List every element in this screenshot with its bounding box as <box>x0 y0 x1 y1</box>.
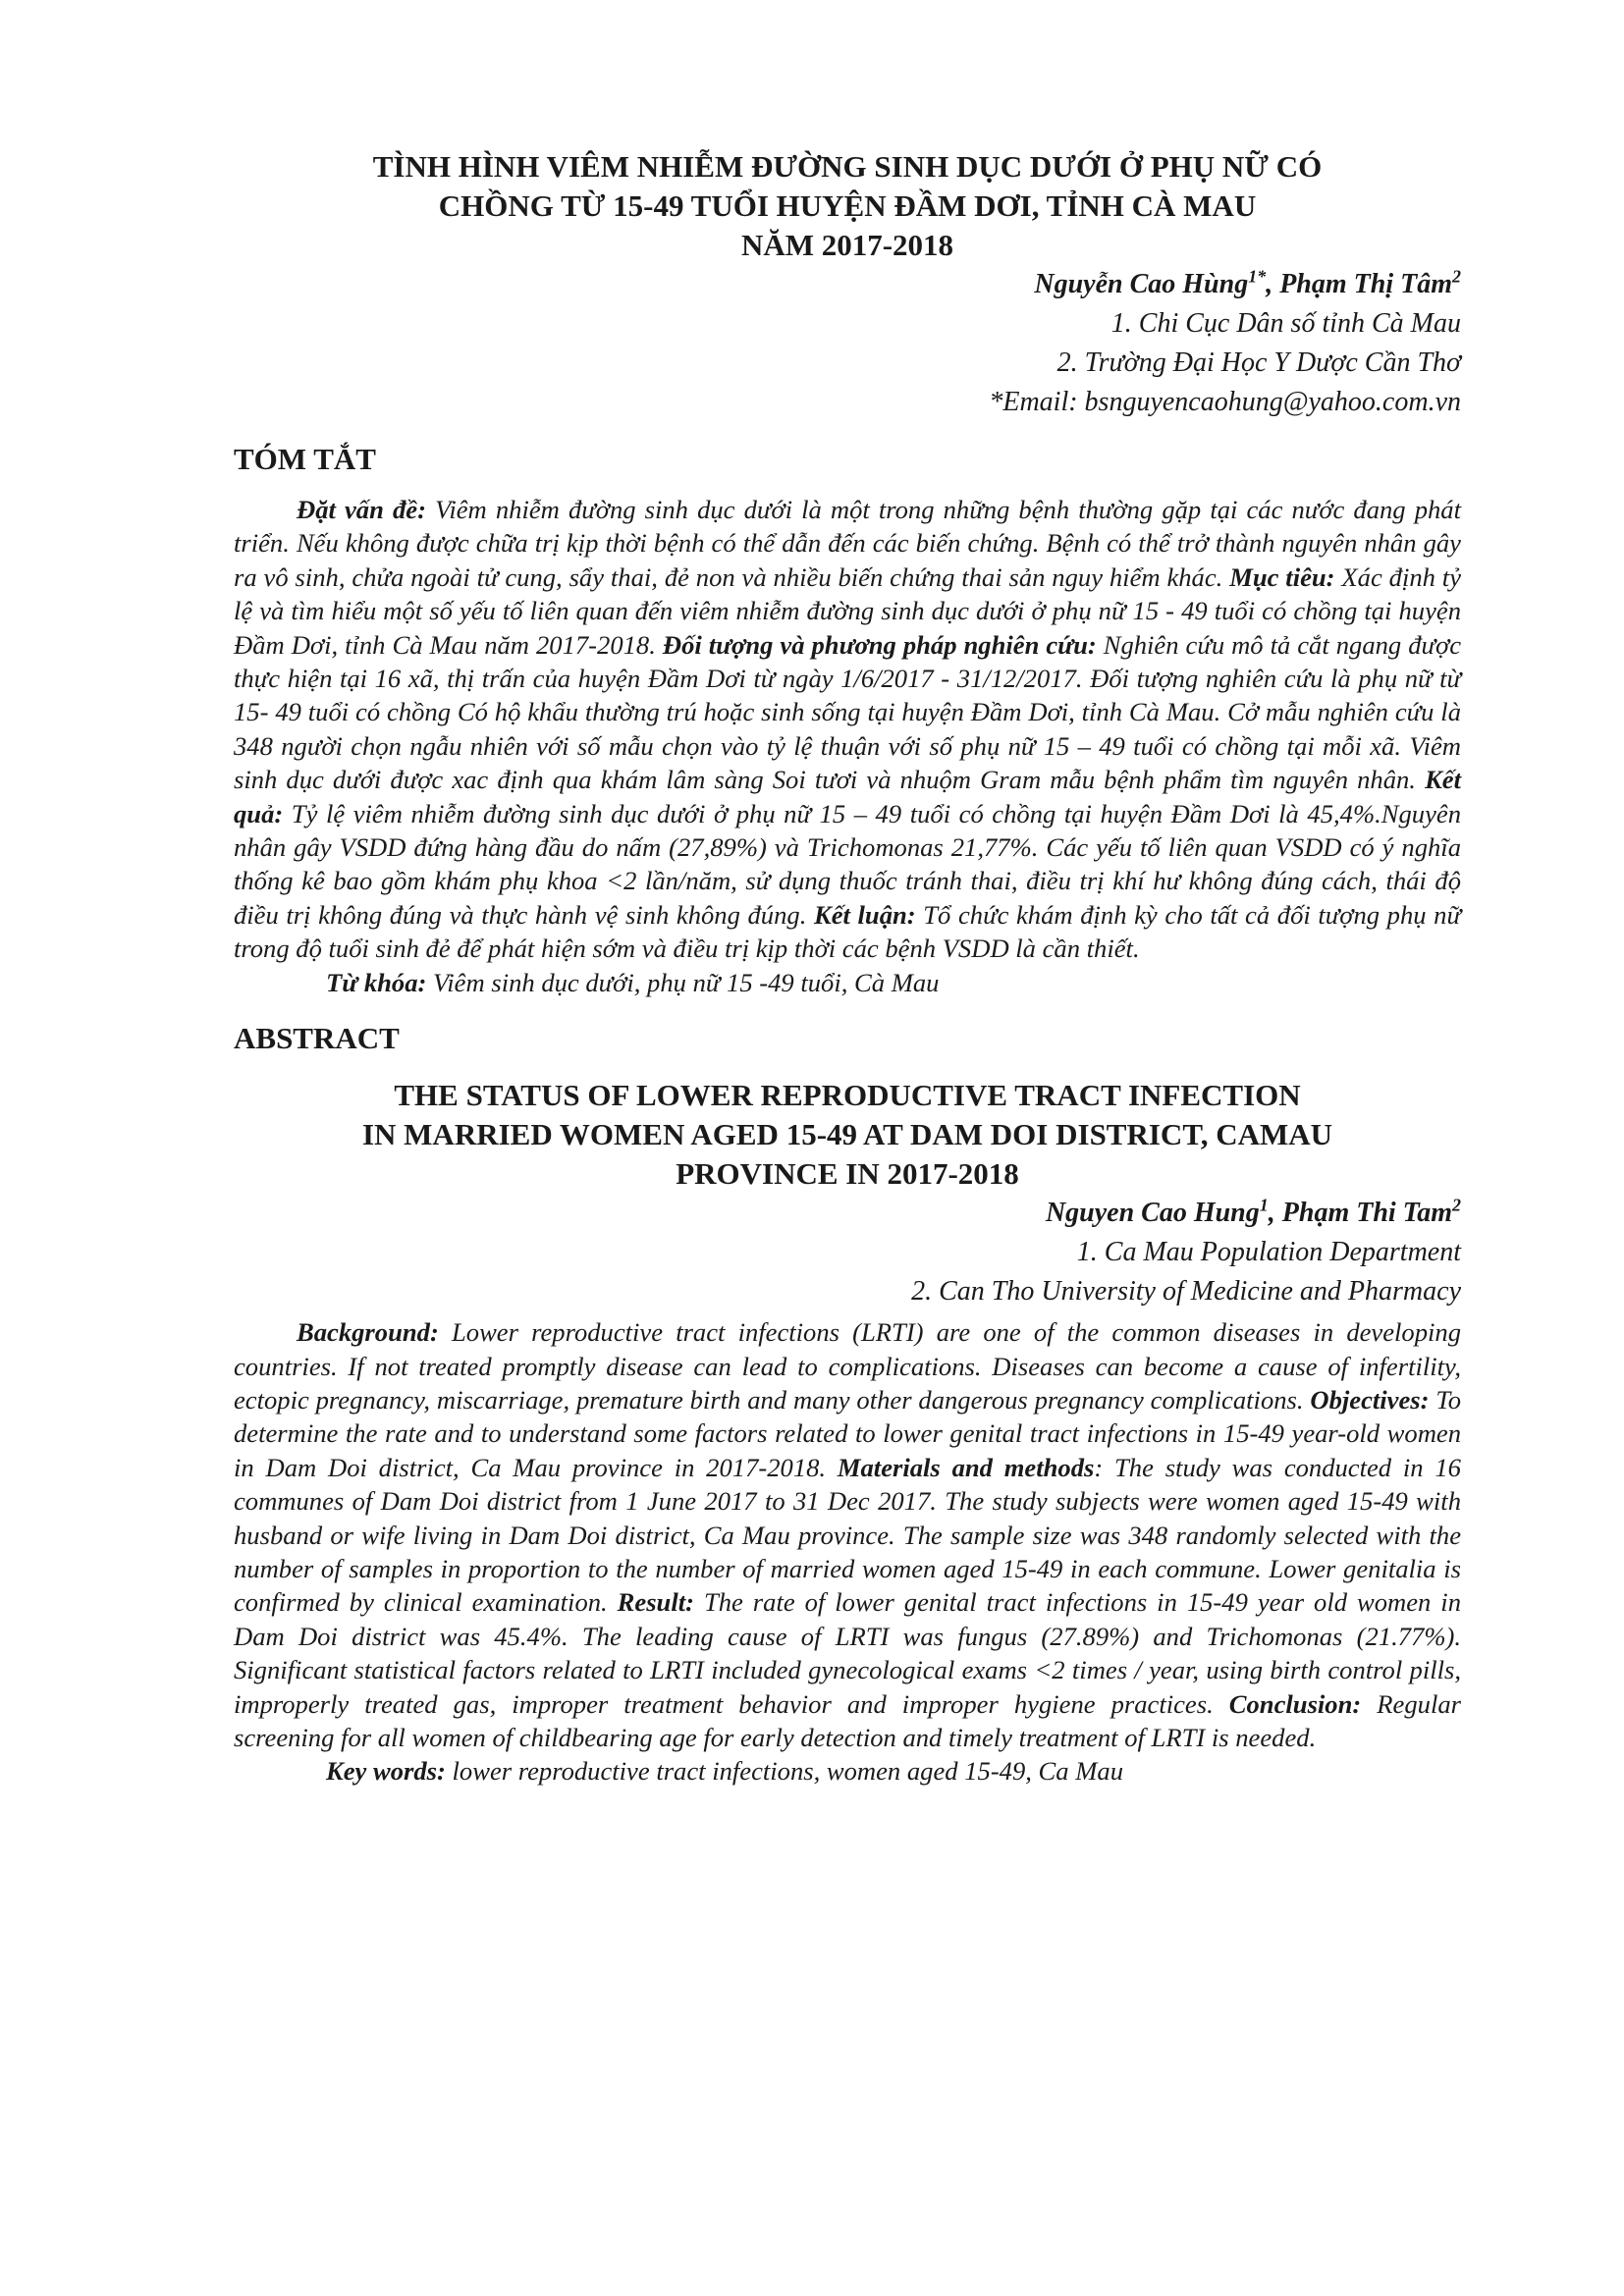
en-background-label: Background: <box>297 1317 439 1348</box>
vi-email: *Email: bsnguyencaohung@yahoo.com.vn <box>989 387 1461 417</box>
vi-author-names <box>234 265 1461 304</box>
vi-methods-label: Đối tượng và phương pháp nghiên cứu: <box>662 629 1097 660</box>
en-author-2: Phạm Thi Tam <box>1281 1198 1452 1229</box>
vi-affiliation: 2. Trường Đại Học Y Dược Cần Thơ <box>1056 347 1461 378</box>
en-title <box>234 1076 1461 1194</box>
en-abstract-body <box>234 1315 1461 1754</box>
en-author-2-sup: 2 <box>1452 1195 1461 1215</box>
en-author-separator: , <box>1268 1198 1282 1229</box>
en-result-text: The rate of lower genital tract infections in 15-49 year old women in Dam Doi district was 45.4%. The leading cause of LRTI was fungus (27.89%) and Trichomonas (21.77%). Significant statistical factors related to LRTI included gynecological exams <2 times / year, using birth control pills, improperly treated gas, improper treatment behavior and improper hygiene practices. <box>234 1587 1461 1719</box>
vi-author-2: Phạm Thị Tâm <box>1279 269 1452 299</box>
en-conclusion-text: Regular screening for all women of childbearing age for early detection and timely treatment of LRTI is needed. <box>234 1688 1461 1752</box>
vi-abstract-heading: TÓM TẮT <box>234 442 376 476</box>
en-background-text: Lower reproductive tract infections (LRTI) are one of the common diseases in developing countries. If not treated promptly disease can lead to complications. Diseases can become a cause of infertility, ectopic pregnancy, miscarriage, premature birth and many other dangerous pregnancy complications. <box>234 1317 1461 1415</box>
en-author-names <box>234 1194 1461 1233</box>
vi-title <box>234 147 1461 265</box>
en-affiliation: 2. Can Tho University of Medicine and Pharmacy <box>911 1276 1461 1308</box>
vi-authors <box>234 265 1461 422</box>
en-result-label: Result: <box>617 1587 694 1618</box>
vi-abstract-body <box>234 493 1461 966</box>
en-objective-label: Objectives: <box>1310 1384 1430 1415</box>
en-affiliation: 1. Ca Mau Population Department <box>1076 1237 1461 1268</box>
en-methods-label: Materials and methods <box>837 1452 1095 1482</box>
en-keywords-label: Key words: <box>326 1756 446 1787</box>
en-abstract-heading: ABSTRACT <box>234 1021 400 1056</box>
vi-methods-text: Nghiên cứu mô tả cắt ngang được thực hiện tại 16 xã, thị trấn của huyện Đầm Dơi từ ngày 1/6/2017 - 31/12/2017. Đối tượng nghiên cứu là phụ nữ từ 15- 49 tuổi có chồng Có hộ khẩu thường trú hoặc sinh sống tại huyện Đầm Dơi, tỉnh Cà Mau. Cở mẫu nghiên cứu là 348 người chọn ngẫu nhiên với số mẫu chọn vào tỷ lệ thuận với số phụ nữ 15 – 49 tuổi có chồng tại mỗi xã. Viêm sinh dục dưới được xac định qua khám lâm sàng Soi tươi và nhuộm Gram mẫu bệnh phẩm tìm nguyên nhân. <box>234 629 1461 795</box>
vi-author-2-sup: 2 <box>1452 266 1461 287</box>
vi-keywords <box>234 966 1461 999</box>
vi-author-1: Nguyễn Cao Hùng <box>1034 269 1249 299</box>
en-objective-text: To determine the rate and to understand some factors related to lower genital tract infections in 15-49 year-old women in Dam Doi district, Ca Mau province in 2017-2018. <box>234 1384 1461 1482</box>
en-keywords <box>234 1754 1461 1788</box>
vi-title-line: NĂM 2017-2018 <box>740 228 954 262</box>
vi-conclusion-label: Kết luận: <box>813 899 916 930</box>
vi-background-label: Đặt vấn đề: <box>297 495 426 524</box>
vi-objective-label: Mục tiêu: <box>1229 561 1335 592</box>
vi-background-text: Viêm nhiễm đường sinh dục dưới là một trong những bệnh thường gặp tại các nước đang phát triển. Nếu không được chữa trị kịp thời bệnh có thể dẫn đến các biến chứng. Bệnh có thể trở thành nguyên nhân gây ra vô sinh, chửa ngoài tử cung, sẩy thai, đẻ non và nhiều biến chứng thai sản nguy hiểm khác. <box>234 495 1461 592</box>
en-title-line: IN MARRIED WOMEN AGED 15-49 AT DAM DOI DISTRICT, CAMAU <box>361 1117 1333 1152</box>
vi-result-text: Tỷ lệ viêm nhiễm đường sinh dục dưới ở phụ nữ 15 – 49 tuổi có chồng tại huyện Đầm Dơi là 45,4%.Nguyên nhân gây VSDD đứng hàng đầu do nấm (27,89%) và Trichomonas 21,77%. Các yếu tố liên quan VSDD có ý nghĩa thống kê bao gồm khám phụ khoa <2 lần/năm, sử dụng thuốc tránh thai, điều trị khí hư không đúng cách, thái độ điều trị không đúng và thực hành vệ sinh không đúng. <box>234 798 1461 930</box>
en-authors <box>234 1194 1461 1311</box>
en-author-1-sup: 1 <box>1259 1195 1269 1215</box>
en-title-line: PROVINCE IN 2017-2018 <box>676 1156 1019 1192</box>
en-title-line: THE STATUS OF LOWER REPRODUCTIVE TRACT INFECTION <box>394 1078 1301 1113</box>
en-author-1: Nguyen Cao Hung <box>1045 1198 1260 1229</box>
vi-title-line: CHỒNG TỪ 15-49 TUỔI HUYỆN ĐẦM DƠI, TỈNH CÀ MAU <box>438 188 1257 223</box>
paper-page <box>234 147 1461 1789</box>
en-conclusion-label: Conclusion: <box>1228 1688 1362 1719</box>
vi-author-separator: , <box>1266 269 1280 299</box>
en-methods-text: : The study was conducted in 16 communes of Dam Doi district from 1 June 2017 to 31 Dec 2017. The study subjects were women aged 15-49 with husband or wife living in Dam Doi district, Ca Mau province. The sample size was 348 randomly selected with the number of samples in proportion to the number of married women aged 15-49 in each commune. Lower genitalia is confirmed by clinical examination. <box>234 1452 1461 1618</box>
vi-title-line: TÌNH HÌNH VIÊM NHIỄM ĐƯỜNG SINH DỤC DƯỚI Ở PHỤ NỮ CÓ <box>372 149 1323 184</box>
vi-conclusion-text: Tổ chức khám định kỳ cho tất cả đối tượng phụ nữ trong độ tuổi sinh đẻ để phát hiện sớm và điều trị kịp thời các bệnh VSDD là cần thiết. <box>234 899 1461 964</box>
vi-author-1-sup: 1* <box>1248 266 1267 287</box>
vi-result-label: Kết quả: <box>234 765 1461 828</box>
vi-keywords-label: Từ khóa: <box>326 967 427 997</box>
en-keywords-text: lower reproductive tract infections, women aged 15-49, Ca Mau <box>445 1756 1123 1787</box>
vi-affiliation: 1. Chi Cục Dân số tỉnh Cà Mau <box>1110 308 1461 339</box>
vi-objective-text: Xác định tỷ lệ và tìm hiểu một số yếu tố liên quan đến viêm nhiễm đường sinh dục dưới ở phụ nữ 15 - 49 tuổi có chồng tại huyện Đầm Dơi, tỉnh Cà Mau năm 2017-2018. <box>234 561 1461 660</box>
vi-keywords-text: Viêm sinh dục dưới, phụ nữ 15 -49 tuổi, Cà Mau <box>426 967 940 997</box>
